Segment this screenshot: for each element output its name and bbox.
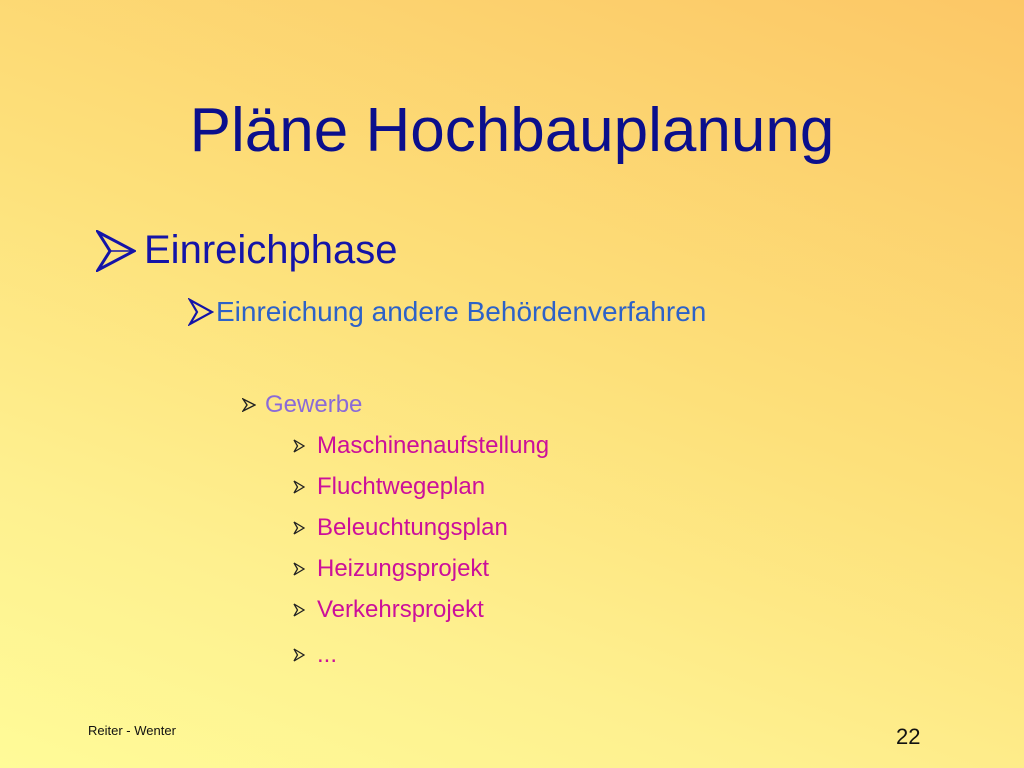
list-item-text: ...	[317, 641, 338, 668]
list-item	[293, 514, 508, 542]
list-item	[293, 555, 489, 583]
bullet-level3-text: Gewerbe	[265, 391, 363, 418]
bullet-level2	[188, 296, 706, 328]
bullet-level1	[96, 228, 398, 273]
list-item-text: Maschinenaufstellung	[317, 432, 550, 459]
arrowhead-bullet-icon	[188, 298, 214, 326]
list-item	[293, 473, 485, 501]
list-item-text: Fluchtwegeplan	[317, 473, 486, 500]
bullet-level2-text: Einreichung andere Behördenverfahren	[216, 296, 707, 327]
arrowhead-bullet-icon	[293, 603, 305, 617]
list-item-text: Verkehrsprojekt	[317, 596, 484, 623]
slide-title: Pläne Hochbauplanung	[189, 96, 835, 165]
footer-author: Reiter - Wenter	[88, 723, 176, 738]
arrowhead-bullet-icon	[293, 521, 305, 535]
arrowhead-bullet-icon	[96, 230, 136, 272]
list-item	[293, 596, 484, 624]
arrowhead-bullet-icon	[293, 562, 305, 576]
list-item-text: Beleuchtungsplan	[317, 514, 508, 541]
bullet-level1-text: Einreichphase	[144, 228, 398, 272]
list-item	[293, 641, 337, 669]
list-item-text: Heizungsprojekt	[317, 555, 490, 582]
list-item	[293, 432, 549, 460]
page-number: 22	[896, 724, 921, 749]
arrowhead-bullet-icon	[242, 398, 256, 412]
bullet-level3	[242, 391, 362, 419]
arrowhead-bullet-icon	[293, 648, 305, 662]
arrowhead-bullet-icon	[293, 480, 305, 494]
arrowhead-bullet-icon	[293, 439, 305, 453]
